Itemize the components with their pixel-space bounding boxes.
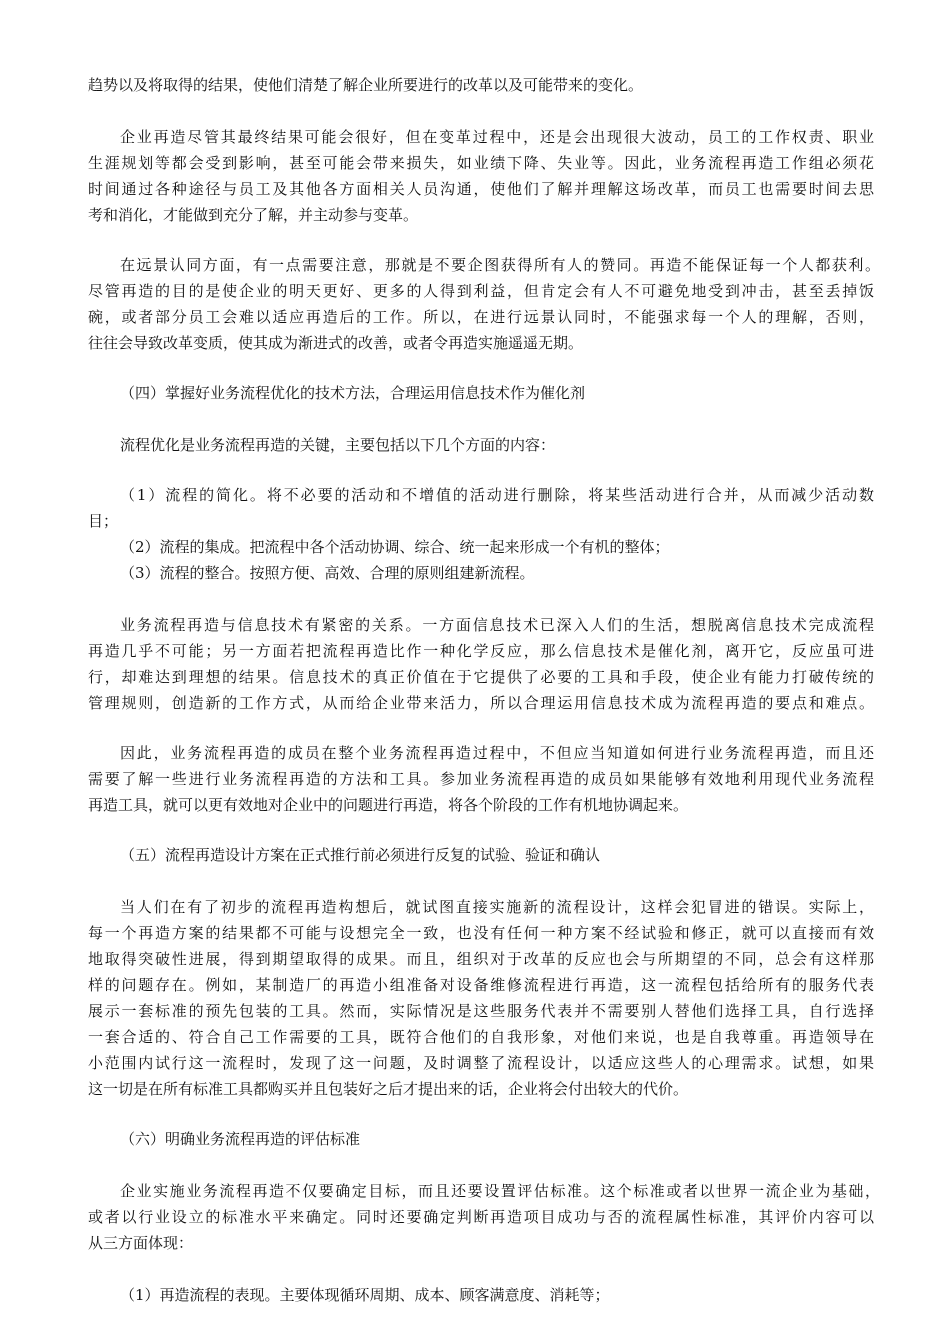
text-line: 从三方面体现： [88, 1234, 194, 1252]
list-item: （1）流程的简化。将不必要的活动和不增值的活动进行删除，将某些活动进行合并，从而减少活动数 [120, 486, 874, 504]
text-line: 企业再造尽管其最终结果可能会很好，但在变革过程中，还是会出现很大波动，员工的工作权责、职业 [120, 128, 874, 146]
text-line: 生涯规划等都会受到影响，甚至可能会带来损失，如业绩下降、失业等。因此，业务流程再造工作组必须花 [88, 154, 874, 172]
text-line: 小范围内试行这一流程时，发现了这一问题，及时调整了流程设计，以适应这些人的心理需求。试想，如果 [88, 1054, 874, 1072]
text-line: 在远景认同方面，有一点需要注意，那就是不要企图获得所有人的赞同。再造不能保证每一个人都获利。 [120, 256, 880, 274]
text-line: 每一个再造方案的结果都不可能与设想完全一致，也没有任何一种方案不经试验和修正，就可以直接而有效 [88, 924, 874, 942]
list-item: （3）流程的整合。按照方便、高效、合理的原则组建新流程。 [120, 564, 535, 582]
text-line: 或者以行业设立的标准水平来确定。同时还要确定判断再造项目成功与否的流程属性标准，其评价内容可以 [88, 1208, 874, 1226]
text-line: 管理规则，创造新的工作方式，从而给企业带来活力，所以合理运用信息技术成为流程再造的要点和难点。 [88, 694, 874, 712]
text-line: 企业实施业务流程再造不仅要确定目标，而且还要设置评估标准。这个标准或者以世界一流企业为基础， [120, 1182, 880, 1200]
text-line: 样的问题存在。例如，某制造厂的再造小组准备对设备维修流程进行再造，这一流程包括给所有的服务代表 [88, 976, 874, 994]
text-line: 这一切是在所有标准工具都购买并且包装好之后才提出来的话，企业将会付出较大的代价。 [88, 1080, 689, 1098]
text-line: 考和消化，才能做到充分了解，并主动参与变革。 [88, 206, 419, 224]
list-item: （2）流程的集成。把流程中各个活动协调、综合、统一起来形成一个有机的整体； [120, 538, 670, 556]
text-line: 趋势以及将取得的结果，使他们清楚了解企业所要进行的改革以及可能带来的变化。 [88, 76, 644, 94]
text-line: 时间通过各种途径与员工及其他各方面相关人员沟通，使他们了解并理解这场改革，而员工也需要时间去思 [88, 180, 874, 198]
text-line: 再造工具，就可以更有效地对企业中的问题进行再造，将各个阶段的工作有机地协调起来。 [88, 796, 689, 814]
text-line: 因此，业务流程再造的成员在整个业务流程再造过程中，不但应当知道如何进行业务流程再造，而且还 [120, 744, 874, 762]
text-line: 展示一套标准的预先包装的工具。然而，实际情况是这些服务代表并不需要别人替他们选择工具，自行选择 [88, 1002, 874, 1020]
text-line: 碗，或者部分员工会难以适应再造后的工作。所以，在进行远景认同时，不能强求每一个人的理解，否则， [88, 308, 874, 326]
section-heading: （四）掌握好业务流程优化的技术方法，合理运用信息技术作为催化剂 [120, 384, 586, 402]
text-line: 行，却难达到理想的结果。信息技术的真正价值在于它提供了必要的工具和手段，使企业有能力打破传统的 [88, 668, 874, 686]
text-line: 地取得突破性进展，得到期望取得的成果。而且，组织对于改革的反应也会与所期望的不同，总会有这样那 [88, 950, 874, 968]
text-line: 往往会导致改革变质，使其成为渐进式的改善，或者令再造实施遥遥无期。 [88, 334, 584, 352]
list-item: （1）再造流程的表现。主要体现循环周期、成本、顾客满意度、消耗等； [120, 1286, 610, 1304]
text-line: 流程优化是业务流程再造的关键，主要包括以下几个方面的内容： [120, 436, 556, 454]
text-line: 再造几乎不可能；另一方面若把流程再造比作一种化学反应，那么信息技术是催化剂，离开它，反应虽可进 [88, 642, 874, 660]
section-heading: （五）流程再造设计方案在正式推行前必须进行反复的试验、验证和确认 [120, 846, 601, 864]
text-line: 当人们在有了初步的流程再造构想后，就试图直接实施新的流程设计，这样会犯冒进的错误。实际上， [120, 898, 874, 916]
text-line: 业务流程再造与信息技术有紧密的关系。一方面信息技术已深入人们的生活，想脱离信息技术完成流程 [120, 616, 874, 634]
text-line: 需要了解一些进行业务流程再造的方法和工具。参加业务流程再造的成员如果能够有效地利用现代业务流程 [88, 770, 874, 788]
list-item: 目； [88, 512, 119, 530]
section-heading: （六）明确业务流程再造的评估标准 [120, 1130, 361, 1148]
text-line: 尽管再造的目的是使企业的明天更好、更多的人得到利益，但肯定会有人不可避免地受到冲击，甚至丢掉饭 [88, 282, 874, 300]
text-line: 一套合适的、符合自己工作需要的工具，既符合他们的自我形象，对他们来说，也是自我尊重。再造领导在 [88, 1028, 874, 1046]
